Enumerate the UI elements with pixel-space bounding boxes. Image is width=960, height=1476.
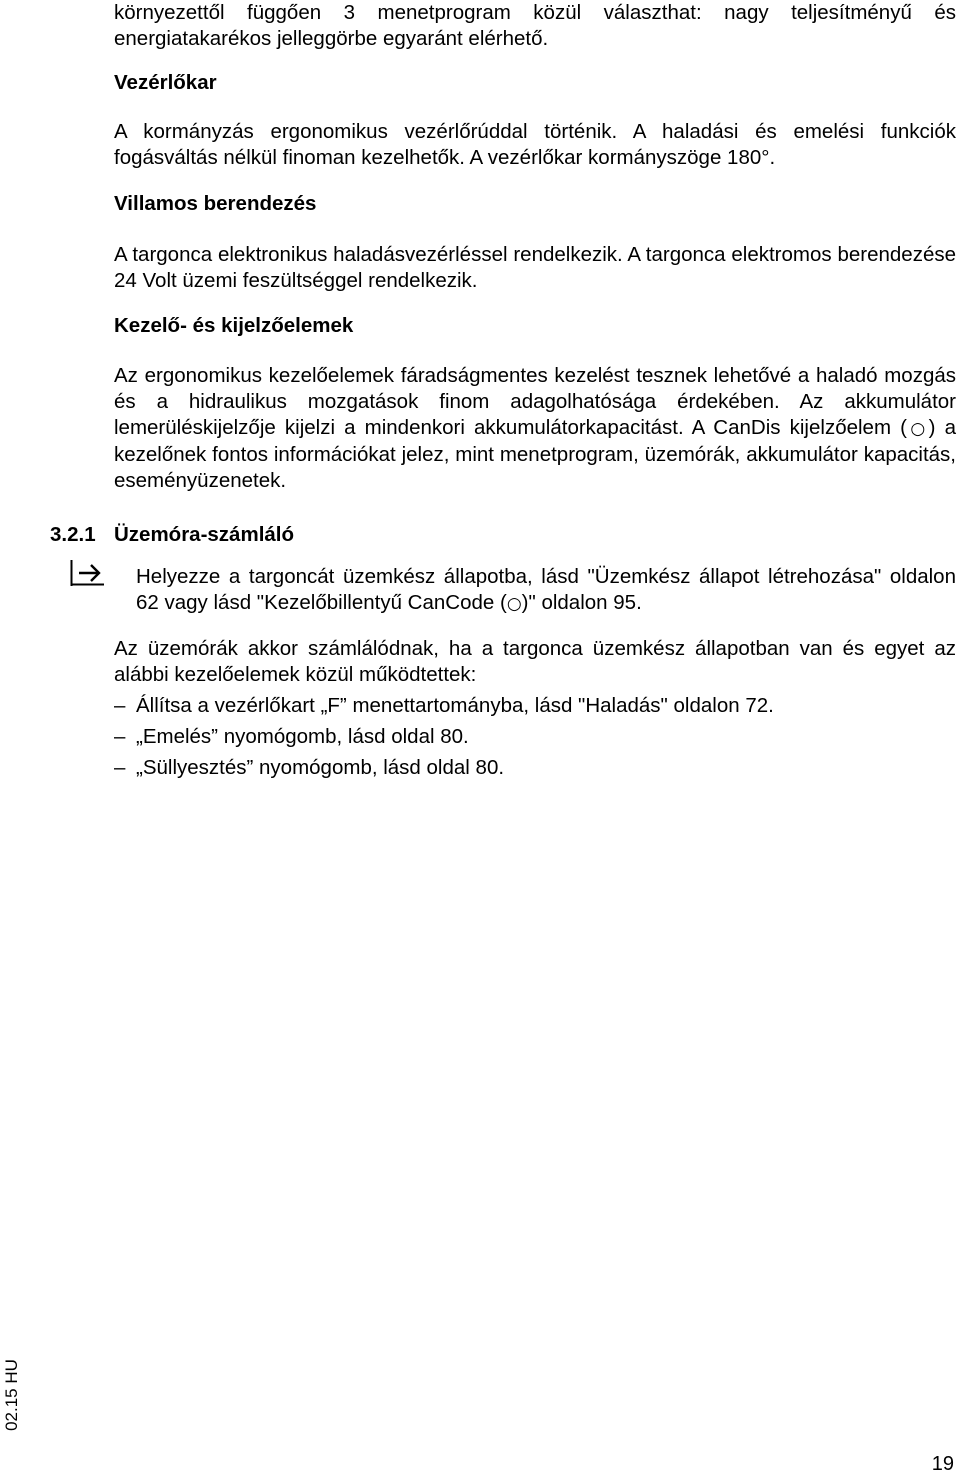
arrow-right-icon [70, 560, 104, 586]
electrical-paragraph: A targonca elektronikus haladásvezérléssel rendelkezik. A targonca elektromos berendezése 24 Volt üzemi feszültséggel rendelkezik. [114, 243, 956, 292]
circle-symbol-icon: ○ [906, 419, 929, 439]
section-number: 3.2.1 [50, 523, 96, 546]
intro-paragraph: környezettől függően 3 menetprogram közül választhat: nagy teljesítményű és energiatakarékos jelleggörbe egyaránt elérhető. [114, 1, 956, 50]
section-title: Üzemóra-számláló [114, 523, 295, 546]
section-paragraph: Az üzemórák akkor számlálódnak, ha a targonca üzemkész állapotban van és egyet az alábbi kezelőelemek közül működtettek: [114, 637, 956, 686]
page-number: 19 [931, 1453, 954, 1475]
heading-operating-elements: Kezelő- és kijelzőelemek [114, 314, 354, 337]
heading-controls: Vezérlőkar [114, 71, 217, 94]
circle-symbol-icon: ○ [506, 594, 522, 614]
footer-date-code: 02.15 HU [2, 1359, 21, 1431]
controls-paragraph: A kormányzás ergonomikus vezérlőrúddal történik. A haladási és emelési funkciók fogásváltás nélkül finoman kezelhetők. A vezérlőkar kormányszöge 180°. [114, 120, 956, 169]
note-text: Helyezze a targoncát üzemkész állapotba, lásd "Üzemkész állapot létrehozása" oldalon 62 vagy lásd "Kezelőbillentyű CanCode (○)" oldalon 95. [136, 565, 956, 614]
operating-elements-paragraph: Az ergonomikus kezelőelemek fáradságmentes kezelést tesznek lehetővé a haladó mozgás és a hidraulikus mozgatások finom adagolhatósága érdekében. Az akkumulátor lemerüléskijelzője kijelzi a mindenkori akkumulátorkapacitást. A CanDis kijelzőelem (○) a kezelőnek fontos információkat jelez, mint menetprogram, üzemórák, akkumulátor kapacitás, eseményüzenetek. [114, 364, 956, 492]
heading-electrical: Villamos berendezés [114, 192, 317, 215]
